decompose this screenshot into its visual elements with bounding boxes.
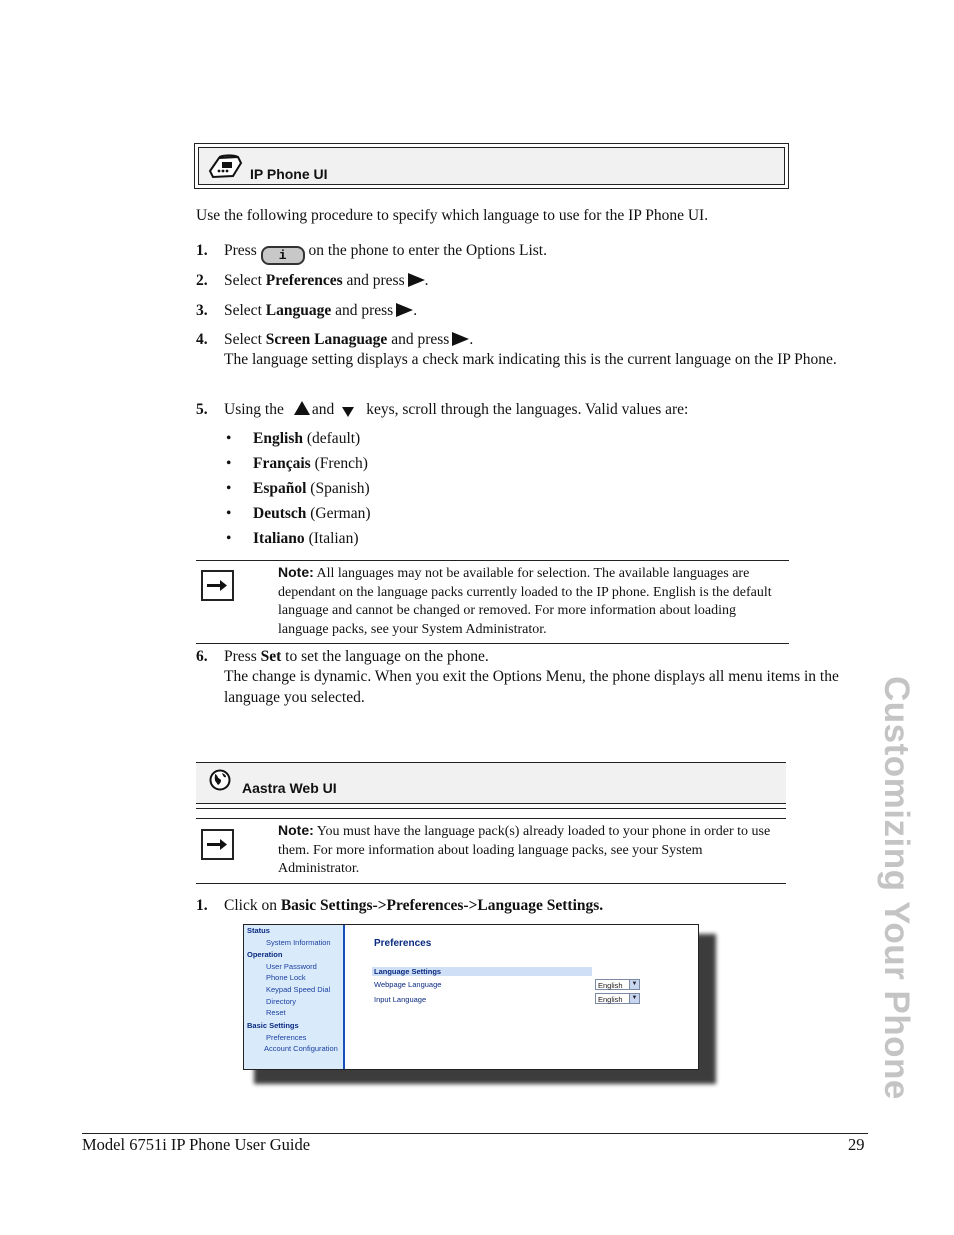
page-number: 29 (848, 1135, 865, 1154)
right-arrow-key-icon (408, 273, 425, 287)
nav-account-configuration[interactable]: Account Configuration (264, 1044, 338, 1053)
web-ui-sidebar (244, 925, 345, 1069)
web-ui-screenshot (243, 924, 699, 1070)
nav-keypad-speed-dial[interactable]: Keypad Speed Dial (266, 985, 331, 994)
web-ui-page-title: Preferences (374, 938, 432, 949)
nav-system-information[interactable]: System Information (266, 938, 331, 947)
footer-divider (82, 1133, 868, 1134)
nav-reset[interactable]: Reset (266, 1008, 286, 1017)
info-key-icon: i (261, 246, 305, 265)
up-arrow-key-icon (294, 401, 310, 415)
ip-phone-ui-header (194, 143, 789, 189)
arrow-right-icon (201, 570, 234, 601)
chevron-down-icon: ▼ (629, 994, 639, 1003)
nav-preferences[interactable]: Preferences (266, 1033, 307, 1042)
webpage-language-select[interactable]: English ▼ (595, 979, 640, 990)
input-language-select[interactable]: English ▼ (595, 993, 640, 1004)
chapter-side-title: Customizing Your Phone (877, 676, 916, 1100)
globe-icon (209, 769, 231, 791)
ip-phone-ui-title: IP Phone UI (250, 166, 328, 182)
down-arrow-key-icon (342, 407, 354, 417)
webpage-language-label: Webpage Language (374, 980, 442, 989)
chevron-down-icon: ▼ (629, 980, 639, 989)
note-box: Note: You must have the language pack(s) already loaded to your phone in order to use them. For more information about loading language packs, see your System Administrator. (196, 818, 786, 884)
note-box: Note: All languages may not be available for selection. The available languages are dependant on the language packs currently loaded to the IP phone. English is the default language and cannot be changed or removed. For more information about loading language packs, see your System Administrator. (196, 560, 789, 644)
footer-guide-title: Model 6751i IP Phone User Guide (82, 1135, 311, 1154)
right-arrow-key-icon (396, 303, 413, 317)
nav-directory[interactable]: Directory (266, 997, 297, 1006)
nav-basic-settings[interactable]: Basic Settings (247, 1021, 299, 1030)
input-language-label: Input Language (374, 995, 427, 1004)
nav-status[interactable]: Status (247, 926, 270, 935)
nav-phone-lock[interactable]: Phone Lock (266, 973, 306, 982)
divider (196, 808, 786, 809)
step-4-detail: The language setting displays a check mark indicating this is the current language on the IP Phone. (224, 351, 837, 368)
arrow-right-icon (201, 829, 234, 860)
aastra-web-ui-header (196, 762, 786, 804)
nav-user-password[interactable]: User Password (266, 962, 317, 971)
step-6-detail: The change is dynamic. When you exit the Options Menu, the phone displays all menu items in the language you selected. (224, 668, 839, 706)
aastra-web-ui-title: Aastra Web UI (242, 780, 337, 796)
phone-icon (207, 154, 243, 180)
intro-text: Use the following procedure to specify which language to use for the IP Phone UI. (196, 207, 709, 224)
web-ui-main (347, 925, 698, 1069)
right-arrow-key-icon (452, 332, 469, 346)
nav-operation[interactable]: Operation (247, 950, 283, 959)
language-settings-section: Language Settings (372, 967, 592, 976)
